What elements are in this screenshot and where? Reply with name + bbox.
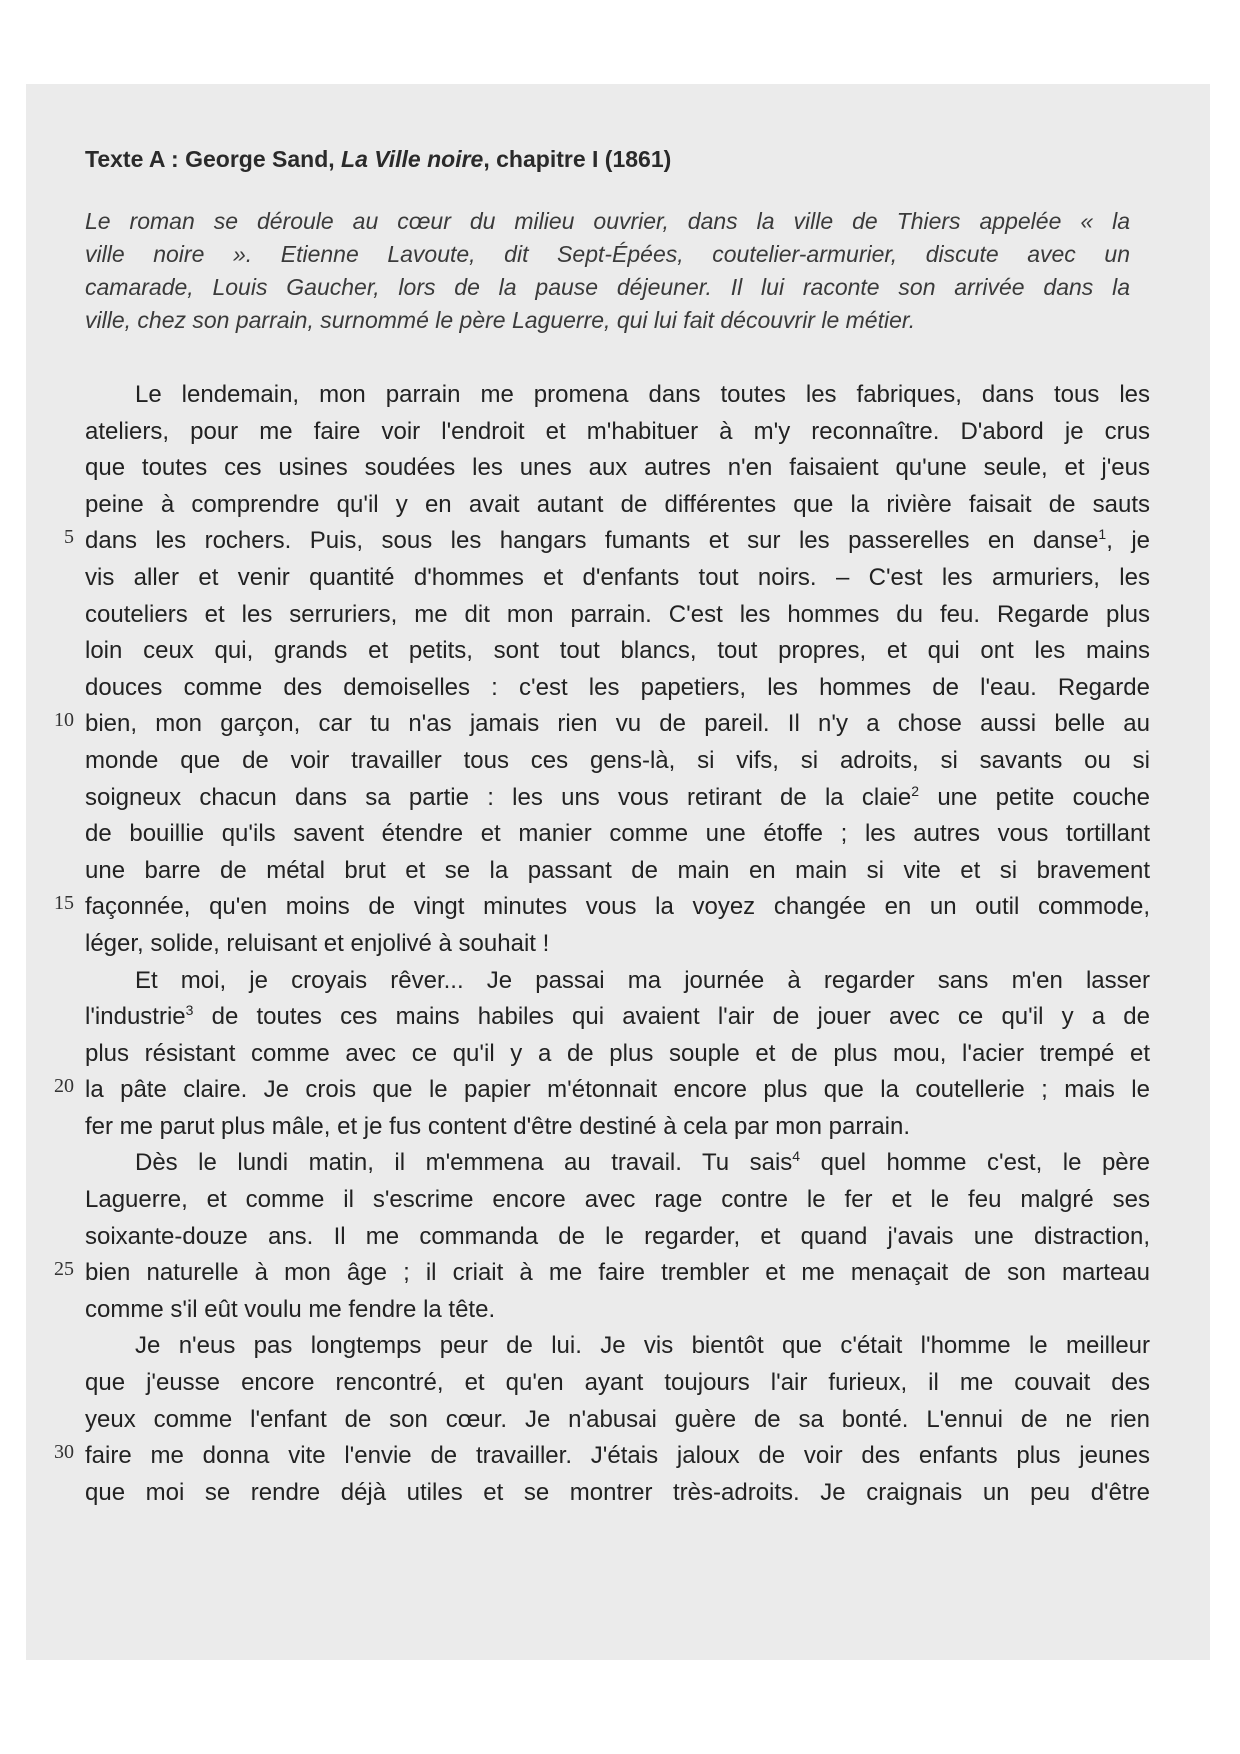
intro-line: Le roman se déroule au cœur du milieu ouvrier, dans la ville de Thiers appelée « la [85,208,1130,234]
line-number: 30 [54,1441,74,1463]
text-line: couteliers et les serruriers, me dit mon parrain. C'est les hommes du feu. Regarde plus [85,600,1150,628]
text-line: que j'eusse encore rencontré, et qu'en ayant toujours l'air furieux, il me couvait des [85,1369,1150,1397]
text-line: Laguerre, et comme il s'escrime encore avec rage contre le fer et le feu malgré ses [85,1186,1150,1214]
text-line: plus résistant comme avec ce qu'il y a de plus souple et de plus mou, l'acier trempé et [85,1039,1150,1067]
text-line: yeux comme l'enfant de son cœur. Je n'abusai guère de sa bonté. L'ennui de ne rien [85,1405,1150,1433]
line-number: 20 [54,1075,74,1097]
text-line: léger, solide, reluisant et enjolivé à souhait ! [85,929,550,957]
text-line: peine à comprendre qu'il y en avait autant de différentes que la rivière faisait de sauts [85,490,1150,518]
text-line: une barre de métal brut et se la passant de main en main si vite et si bravement [85,856,1150,884]
intro-line: camarade, Louis Gaucher, lors de la pause déjeuner. Il lui raconte son arrivée dans la [85,274,1130,300]
text-line: comme s'il eût voulu me fendre la tête. [85,1295,496,1323]
text-line: Et moi, je croyais rêver... Je passai ma journée à regarder sans m'en lasser [135,966,1150,994]
document-title: Texte A : George Sand, La Ville noire, chapitre I (1861) [85,146,672,172]
text-line: monde que de voir travailler tous ces gens-là, si vifs, si adroits, si savants ou si [85,746,1150,774]
text-line: ateliers, pour me faire voir l'endroit et m'habituer à m'y reconnaître. D'abord je crus [85,417,1150,445]
text-line: de bouillie qu'ils savent étendre et manier comme une étoffe ; les autres vous tortillant [85,820,1150,848]
text-line: soigneux chacun dans sa partie : les uns vous retirant de la claie$^2$ une petite couche [85,782,1150,811]
text-line: l'industrie$^3$ de toutes ces mains habiles qui avaient l'air de jouer avec ce qu'il y a de [85,1002,1150,1031]
text-line: vis aller et venir quantité d'hommes et d'enfants tout noirs. – C'est les armuriers, les [85,563,1150,591]
footnote-ref-4: 4 [792,1148,801,1165]
footnote-ref-1: 1 [1098,526,1107,543]
text-line: faire me donna vite l'envie de travailler. J'étais jaloux de voir des enfants plus jeunes [85,1442,1150,1470]
line-number: 10 [54,709,74,731]
intro-line: ville, chez son parrain, surnommé le père Laguerre, qui lui fait découvrir le métier. [85,307,916,333]
text-line: bien naturelle à mon âge ; il criait à me faire trembler et me menaçait de son marteau [85,1259,1150,1287]
text-line: douces comme des demoiselles : c'est les papetiers, les hommes de l'eau. Regarde [85,673,1150,701]
text-line: Dès le lundi matin, il m'emmena au travail. Tu sais$^4$ quel homme c'est, le père [135,1148,1150,1177]
text-line: Le lendemain, mon parrain me promena dans toutes les fabriques, dans tous les [135,381,1150,408]
line-number: 15 [54,892,74,914]
text-line: que moi se rendre déjà utiles et se montrer très-adroits. Je craignais un peu d'être [85,1478,1150,1506]
text-line: la pâte claire. Je crois que le papier m'étonnait encore plus que la coutellerie ; mais le [85,1076,1150,1104]
line-number: 5 [64,526,74,548]
text-line: fer me parut plus mâle, et je fus content d'être destiné à cela par mon parrain. [85,1112,911,1140]
text-line: loin ceux qui, grands et petits, sont tout blancs, tout propres, et qui ont les mains [85,637,1150,665]
text-line: dans les rochers. Puis, sous les hangars fumants et sur les passerelles en danse$^1$, je [85,526,1151,555]
text-line: soixante-douze ans. Il me commanda de le regarder, et quand j'avais une distraction, [85,1222,1150,1250]
work-title: La Ville noire [341,146,484,172]
text-line: que toutes ces usines soudées les unes aux autres n'en faisaient qu'une seule, et j'eus [85,454,1150,482]
text-line: Je n'eus pas longtemps peur de lui. Je vis bientôt que c'était l'homme le meilleur [135,1332,1150,1360]
text-body [85,377,1150,1511]
footnote-ref-2: 2 [911,782,920,799]
line-number: 25 [54,1258,74,1280]
intro-line: ville noire ». Etienne Lavoute, dit Sept-Épées, coutelier-armurier, discute avec un [85,241,1130,267]
text-line: bien, mon garçon, car tu n'as jamais rien vu de pareil. Il n'y a chose aussi belle au [85,710,1150,738]
footnote-ref-3: 3 [185,1002,194,1019]
intro-paragraph [85,205,1130,337]
text-line: façonnée, qu'en moins de vingt minutes vous la voyez changée en un outil commode, [85,893,1150,921]
